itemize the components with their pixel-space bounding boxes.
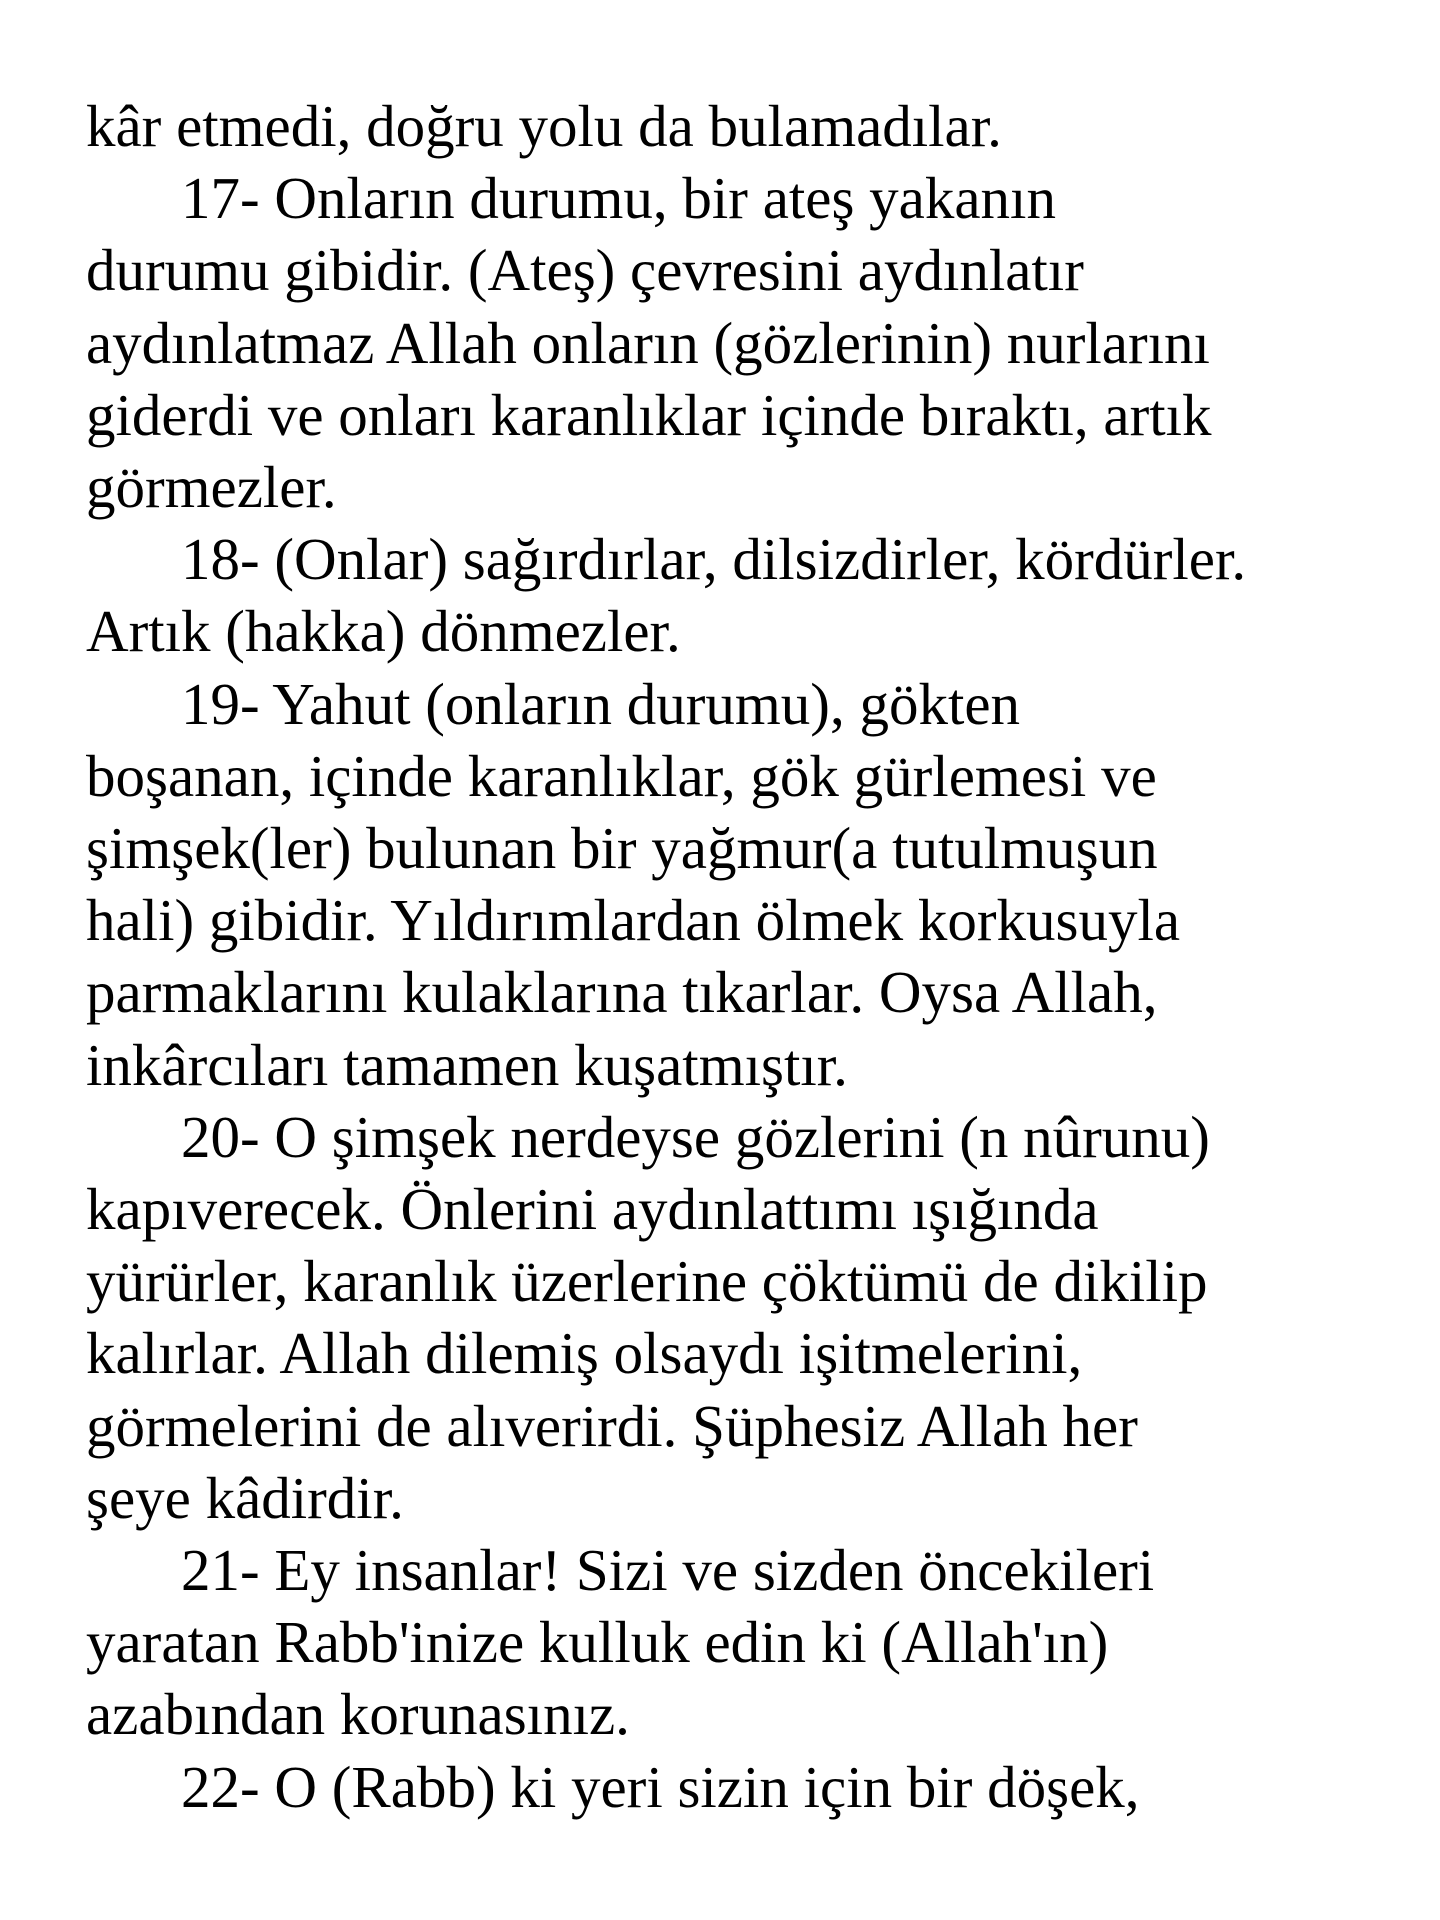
text-line: görmezler. — [86, 454, 337, 521]
text-line: 19- Yahut (onların durumu), gökten — [181, 670, 1021, 737]
text-line: şeye kâdirdir. — [86, 1464, 404, 1531]
text-line: 21- Ey insanlar! Sizi ve sizden öncekileri — [181, 1537, 1155, 1604]
text-line: şimşek(ler) bulunan bir yağmur(a tutulmuşun — [86, 815, 1158, 882]
text-line: 17- Onların durumu, bir ateş yakanın — [181, 165, 1056, 232]
text-body — [86, 90, 1400, 1823]
text-line: yaratan Rabb'inize kulluk edin ki (Allah'ın) — [86, 1609, 1109, 1676]
text-line: inkârcıları tamamen kuşatmıştır. — [86, 1031, 848, 1098]
text-line: durumu gibidir. (Ateş) çevresini aydınlatır — [86, 237, 1084, 304]
text-line: boşanan, içinde karanlıklar, gök gürlemesi ve — [86, 742, 1157, 809]
text-line: parmaklarını kulaklarına tıkarlar. Oysa Allah, — [86, 959, 1158, 1026]
text-line: azabından korunasınız. — [86, 1681, 630, 1748]
text-line: yürürler, karanlık üzerlerine çöktümü de dikilip — [86, 1248, 1208, 1315]
text-line: kâr etmedi, doğru yolu da bulamadılar. — [86, 93, 1002, 159]
text-line: Artık (hakka) dönmezler. — [86, 598, 681, 665]
text-line: kalırlar. Allah dilemiş olsaydı işitmelerini, — [86, 1320, 1083, 1387]
text-line: 18- (Onlar) sağırdırlar, dilsizdirler, kördürler. — [181, 526, 1247, 593]
text-line: giderdi ve onları karanlıklar içinde bıraktı, artık — [86, 381, 1212, 448]
text-line: hali) gibidir. Yıldırımlardan ölmek korkusuyla — [86, 887, 1181, 954]
text-line: aydınlatmaz Allah onların (gözlerinin) nurlarını — [86, 309, 1210, 376]
text-line: 20- O şimşek nerdeyse gözlerini (n nûrunu) — [181, 1103, 1210, 1170]
text-line: kapıverecek. Önlerini aydınlattımı ışığında — [86, 1176, 1099, 1243]
text-line: 22- O (Rabb) ki yeri sizin için bir döşek, — [181, 1753, 1140, 1820]
text-line: görmelerini de alıverirdi. Şüphesiz Allah her — [86, 1392, 1138, 1459]
